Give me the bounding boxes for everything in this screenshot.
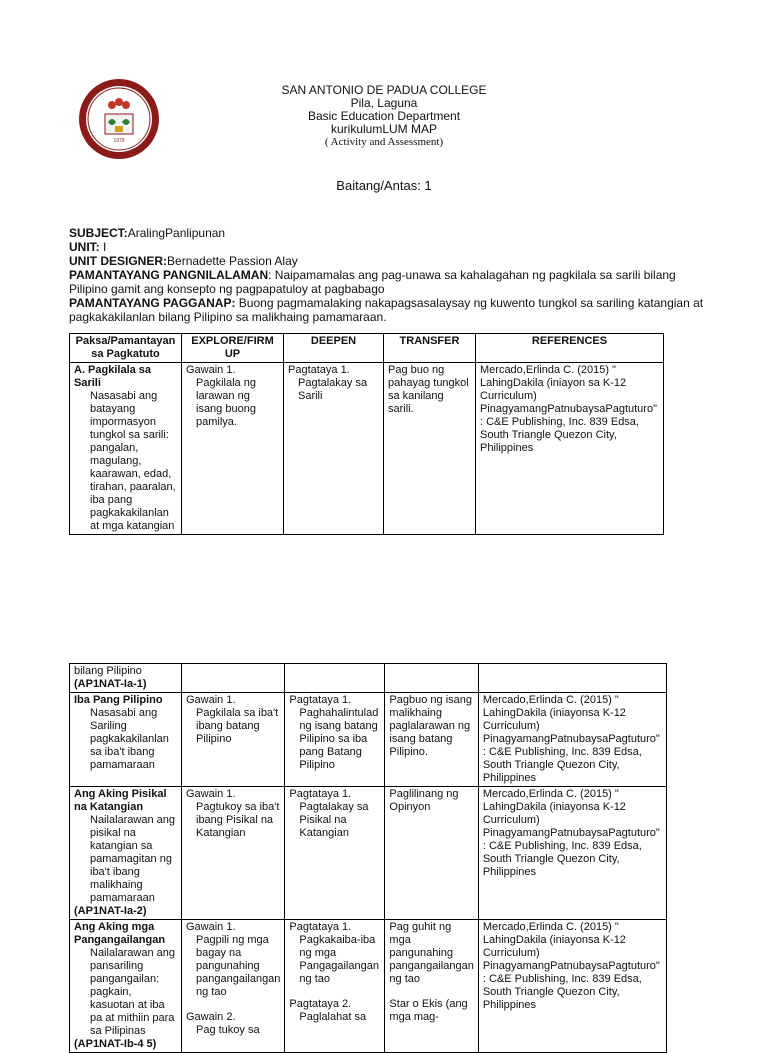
topic-description: Nasasabi ang batayang impormasyon tungkol sa sarili: pangalan, magulang, kaarawan, edad, tirahan, paaralan, iba pang pagkakakilanlan at mga katangian [90,390,176,532]
explore-title: Gawain 1. [186,921,236,933]
deepen-title: Pagtataya 1. [289,788,352,800]
explore-text: Pagkilala ng larawan ng isang buong pamilya. [196,377,256,428]
school-seal-logo [78,78,160,160]
curriculum-map-table-2 [69,663,667,1053]
explore-text-2: Pag tukoy sa [196,1024,260,1036]
topic-title: A. Pagkilala sa Sarili [74,364,152,389]
explore-title-2: Gawain 2. [186,1011,236,1023]
topic-title: Ang Aking Pisikal na Katangian [74,788,167,813]
header-explore: EXPLORE/FIRM UP [182,334,284,363]
pagganap-text-1: Buong pagmamalaking nakapagsasalaysay ng kuwento tungkol sa sariling katangian at [235,296,704,310]
topic-title: Ang Aking mga Pangangailangan [74,921,166,946]
explore-title: Gawain 1. [186,788,236,800]
table-row [70,787,667,920]
references-text: Mercado,Erlinda C. (2015) " LahingDakila (iniayonsa K-12 Curriculum) PinagyamangPatnubaysaPagtuturo" : C&E Publishing, Inc. 839 Edsa, South Triangle Quezon City, Philippines [478,693,666,787]
department: Basic Education Department [307,109,461,123]
explore-text: Pagpili ng mga bagay na pangunahing pangangailangan ng tao [196,934,281,998]
transfer-text: Paglilinang ng Opinyon [385,787,478,920]
topic-title: Iba Pang Pilipino [74,694,163,706]
school-name: SAN ANTONIO DE PADUA COLLEGE [281,83,487,97]
references-text: Mercado,Erlinda C. (2015) " LahingDakila (iniayonsa K-12 Curriculum) PinagyamangPatnubaysaPagtuturo" : C&E Publishing, Inc. 839 Edsa, South Triangle Quezon City, Philippines [478,920,666,1053]
table-row [70,693,667,787]
unit-value: I [99,240,107,254]
competency-code: (AP1NAT-Ib-4 5) [74,1038,157,1050]
designer-value: Bernadette Passion Alay [167,254,298,268]
header-deepen: DEEPEN [284,334,384,363]
unit-label: UNIT: [69,240,100,254]
topic-description: Nailalarawan ang pisikal na katangian sa pamamagitan ng iba't ibang malikhaing pamamaraan [90,814,175,904]
subject-value: AralingPanlipunan [127,226,226,240]
deepen-text: Pagkakaiba-iba ng mga Pangagailangan ng tao [299,934,379,985]
transfer-text-2: Star o Ekis (ang mga mag- [389,998,468,1023]
deepen-text: Pagtalakay sa Sarili [298,377,368,402]
pangnilalaman-text-1: : Naipamamalas ang pag-unawa sa kahalagahan ng pagkilala sa sarili bilang [268,268,676,282]
grade-level: Baitang/Antas: 1 [336,178,432,193]
designer-label: UNIT DESIGNER: [69,254,168,268]
deepen-title: Pagtataya 1. [288,364,350,376]
explore-title: Gawain 1. [186,694,236,706]
deepen-text: Paghahalintulad ng isang batang Pilipino sa iba pang Batang Pilipino [299,707,379,771]
references-text: Mercado,Erlinda C. (2015) " LahingDakila (iniayon sa K-12 Curriculum) PinagyamangPatnubaysaPagtuturo" : C&E Publishing, Inc. 839 Edsa, South Triangle Quezon City, Philippines [476,363,664,535]
deepen-title: Pagtataya 1. [289,694,352,706]
subject-label: SUBJECT: [69,226,128,240]
document-header [234,84,534,149]
pangnilalaman-label: PAMANTAYANG PANGNILALAMAN [69,268,269,282]
explore-text: Pagtukoy sa iba't ibang Pisikal na Katangian [196,801,280,839]
document-subtitle: ( Activity and Assessment) [324,136,444,148]
topic-description: Nailalarawan ang pansariling pangangailan: pagkain, kasuotan at iba pa at mithiin para sa Pilipinas [90,947,175,1037]
references-text: Mercado,Erlinda C. (2015) " LahingDakila (iniayonsa K-12 Curriculum) PinagyamangPatnubaysaPagtuturo" : C&E Publishing, Inc. 839 Edsa, South Triangle Quezon City, Philippines [478,787,666,920]
document-title: kurikulumLUM MAP [330,122,438,136]
table-row [70,363,664,535]
deepen-title-2: Pagtataya 2. [289,998,352,1010]
table-row [70,664,667,693]
unit-info [69,226,709,324]
curriculum-map-table-1 [69,333,664,535]
pagganap-text-2: pagkakakilanlan bilang Pilipino sa malikhaing pamamaraan. [69,310,387,324]
header-transfer: TRANSFER [384,334,476,363]
table-row [70,920,667,1053]
header-paksa: Paksa/Pamantayan sa Pagkatuto [70,334,182,363]
deepen-title: Pagtataya 1. [289,921,352,933]
transfer-text: Pag buo ng pahayag tungkol sa kanilang sarili. [384,363,476,535]
explore-title: Gawain 1. [186,364,236,376]
explore-text: Pagkilala sa iba't ibang batang Pilipino [196,707,279,745]
pangnilalaman-text-2: Pilipino gamit ang konsepto ng pagpapatuloy at pagbabago [69,282,385,296]
competency-code: (AP1NAT-Ia-1) [74,678,147,690]
deepen-text-2: Paglalahat sa [299,1011,367,1023]
header-references: REFERENCES [476,334,664,363]
transfer-text: Pag guhit ng mga pangunahing pangangailangan ng tao [389,921,474,985]
deepen-text: Pagtalakay sa Pisikal na Katangian [299,801,369,839]
competency-code: (AP1NAT-Ia-2) [74,905,147,917]
topic-description-cont: bilang Pilipino [74,665,142,677]
table-header-row [70,334,664,363]
transfer-text: Pagbuo ng isang malikhaing paglalarawan ng isang batang Pilipino. [385,693,478,787]
school-location: Pila, Laguna [350,96,418,110]
pagganap-label: PAMANTAYANG PAGGANAP: [69,296,236,310]
svg-text:1979: 1979 [113,138,125,144]
topic-description: Nasasabi ang Sariling pagkakakilanlan sa iba't ibang pamamaraan [90,707,169,771]
